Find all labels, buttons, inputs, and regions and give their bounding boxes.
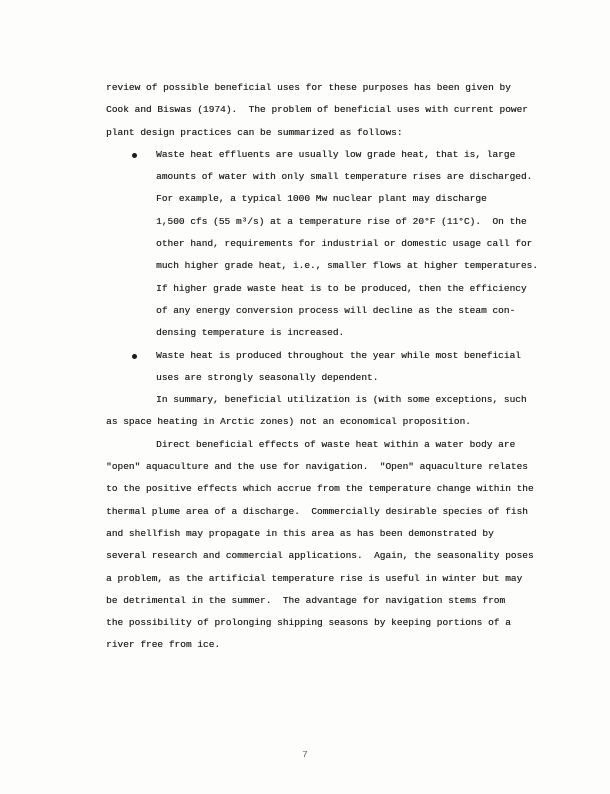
- text-line: a problem, as the artificial temperature rise is useful in winter but may: [106, 572, 523, 584]
- text-line: uses are strongly seasonally dependent.: [156, 371, 379, 383]
- text-line: other hand, requirements for industrial or domestic usage call for: [156, 238, 533, 250]
- page-number: 7: [302, 749, 308, 760]
- text-line: of any energy conversion process will decline as the steam con-: [156, 304, 516, 316]
- text-line: much higher grade heat, i.e., smaller flows at higher temperatures.: [156, 260, 538, 272]
- text-line: and shellfish may propagate in this area as has been demonstrated by: [106, 527, 494, 539]
- text-line: Cook and Biswas (1974). The problem of beneficial uses with current power: [106, 104, 528, 116]
- text-line: river free from ice.: [106, 639, 221, 651]
- text-line: as space heating in Arctic zones) not an economical proposition.: [106, 416, 471, 428]
- bullet-line-text: Waste heat is produced throughout the year while most beneficial: [156, 349, 521, 361]
- text-line: review of possible beneficial uses for these purposes has been given by: [106, 82, 511, 93]
- text-line: Direct beneficial effects of waste heat within a water body are: [156, 438, 516, 450]
- text-line: In summary, beneficial utilization is (with some exceptions, such: [156, 394, 527, 406]
- text-line: If higher grade waste heat is to be produced, then the efficiency: [156, 282, 527, 294]
- text-line: to the positive effects which accrue from the temperature change within the: [106, 483, 534, 495]
- body-text: [106, 77, 566, 657]
- bullet-icon: [132, 153, 137, 158]
- bullet-icon: [132, 354, 137, 359]
- text-line: be detrimental in the summer. The advantage for navigation stems from: [106, 594, 506, 606]
- text-line: [106, 144, 566, 166]
- bullet-line-text: Waste heat effluents are usually low grade heat, that is, large: [156, 148, 516, 160]
- text-line: 1,500 cfs (55 m³/s) at a temperature rise of 20°F (11°C). On the: [156, 215, 527, 227]
- text-line: plant design practices can be summarized as follows:: [106, 126, 403, 138]
- text-line: densing temperature is increased.: [156, 327, 345, 339]
- text-line: For example, a typical 1000 Mw nuclear plant may discharge: [156, 193, 487, 205]
- text-line: the possibility of prolonging shipping seasons by keeping portions of a: [106, 617, 511, 629]
- text-line: amounts of water with only small temperature rises are discharged.: [156, 171, 533, 183]
- text-line: "open" aquaculture and the use for navigation. "Open" aquaculture relates: [106, 461, 528, 473]
- text-line: [106, 345, 566, 367]
- text-line: several research and commercial applications. Again, the seasonality poses: [106, 550, 534, 562]
- text-line: thermal plume area of a discharge. Commercially desirable species of fish: [106, 505, 528, 517]
